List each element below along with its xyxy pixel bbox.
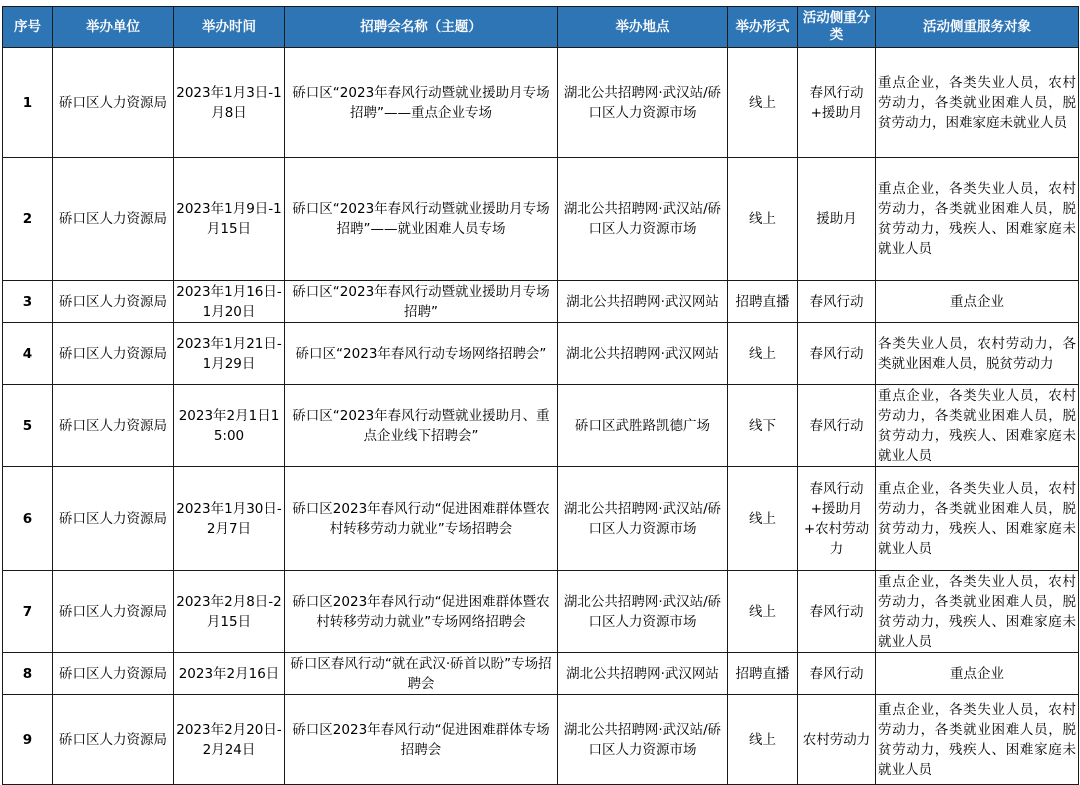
cell-form: 线上 [728,467,798,571]
cell-form: 线上 [728,323,798,385]
cell-form: 线上 [728,695,798,785]
cell-category: 春风行动 [798,653,876,695]
table-row [3,385,1079,467]
header-target: 活动侧重服务对象 [876,7,1079,48]
cell-no: 3 [3,281,53,323]
cell-form: 招聘直播 [728,653,798,695]
cell-org: 硚口区人力资源局 [53,281,174,323]
cell-no: 7 [3,571,53,653]
cell-target: 重点企业，各类失业人员，农村劳动力，各类就业困难人员，脱贫劳动力，残疾人、困难家庭未就业人员 [876,158,1079,281]
cell-name: 硚口区“2023年春风行动暨就业援助月专场招聘” [285,281,558,323]
cell-time: 2023年1月16日-1月20日 [174,281,285,323]
cell-target: 重点企业 [876,653,1079,695]
cell-target: 重点企业，各类失业人员，农村劳动力，各类就业困难人员，脱贫劳动力，残疾人、困难家庭未就业人员 [876,385,1079,467]
cell-place: 湖北公共招聘网·武汉站/硚口区人力资源市场 [558,695,728,785]
cell-time: 2023年2月8日-2月15日 [174,571,285,653]
cell-time: 2023年2月16日 [174,653,285,695]
cell-org: 硚口区人力资源局 [53,695,174,785]
job-fair-table [2,6,1079,785]
cell-form: 招聘直播 [728,281,798,323]
cell-no: 1 [3,48,53,158]
cell-category: 春风行动+援助月+农村劳动力 [798,467,876,571]
cell-place: 湖北公共招聘网·武汉站/硚口区人力资源市场 [558,158,728,281]
cell-time: 2023年1月21日-1月29日 [174,323,285,385]
cell-org: 硚口区人力资源局 [53,323,174,385]
table-row [3,653,1079,695]
cell-name: 硚口区“2023年春风行动专场网络招聘会” [285,323,558,385]
cell-org: 硚口区人力资源局 [53,158,174,281]
cell-org: 硚口区人力资源局 [53,653,174,695]
cell-target: 重点企业，各类失业人员，农村劳动力，各类就业困难人员，脱贫劳动力，残疾人、困难家庭未就业人员 [876,695,1079,785]
cell-target: 重点企业，各类失业人员，农村劳动力，各类就业困难人员，脱贫劳动力，困难家庭未就业人员 [876,48,1079,158]
cell-category: 春风行动 [798,571,876,653]
table-row [3,158,1079,281]
table-row [3,323,1079,385]
table-row [3,571,1079,653]
table-row [3,281,1079,323]
cell-time: 2023年2月20日-2月24日 [174,695,285,785]
cell-place: 湖北公共招聘网·武汉站/硚口区人力资源市场 [558,48,728,158]
cell-place: 湖北公共招聘网·武汉站/硚口区人力资源市场 [558,467,728,571]
cell-target: 重点企业 [876,281,1079,323]
cell-category: 春风行动 [798,323,876,385]
table-row [3,48,1079,158]
cell-form: 线下 [728,385,798,467]
cell-category: 农村劳动力 [798,695,876,785]
cell-time: 2023年1月9日-1月15日 [174,158,285,281]
cell-category: 春风行动+援助月 [798,48,876,158]
header-no: 序号 [3,7,53,48]
cell-place: 湖北公共招聘网·武汉网站 [558,281,728,323]
cell-name: 硚口区2023年春风行动“促进困难群体专场招聘会 [285,695,558,785]
cell-form: 线上 [728,158,798,281]
cell-name: 硚口区“2023年春风行动暨就业援助月专场招聘”——就业困难人员专场 [285,158,558,281]
cell-time: 2023年2月1日15:00 [174,385,285,467]
cell-category: 春风行动 [798,281,876,323]
header-category: 活动侧重分类 [798,7,876,48]
cell-org: 硚口区人力资源局 [53,48,174,158]
cell-place: 硚口区武胜路凯德广场 [558,385,728,467]
cell-time: 2023年1月30日-2月7日 [174,467,285,571]
cell-name: 硚口区“2023年春风行动暨就业援助月、重点企业线下招聘会” [285,385,558,467]
table-row [3,467,1079,571]
cell-place: 湖北公共招聘网·武汉网站 [558,653,728,695]
cell-target: 重点企业，各类失业人员，农村劳动力，各类就业困难人员，脱贫劳动力，残疾人、困难家庭未就业人员 [876,571,1079,653]
cell-no: 2 [3,158,53,281]
cell-name: 硚口区春风行动“就在武汉·硚首以盼”专场招聘会 [285,653,558,695]
cell-time: 2023年1月3日-1月8日 [174,48,285,158]
cell-no: 5 [3,385,53,467]
cell-org: 硚口区人力资源局 [53,385,174,467]
cell-form: 线上 [728,48,798,158]
table-row [3,695,1079,785]
cell-name: 硚口区2023年春风行动“促进困难群体暨农村转移劳动力就业”专场网络招聘会 [285,571,558,653]
cell-category: 春风行动 [798,385,876,467]
cell-form: 线上 [728,571,798,653]
header-row [3,7,1079,48]
cell-org: 硚口区人力资源局 [53,467,174,571]
header-place: 举办地点 [558,7,728,48]
cell-target: 各类失业人员，农村劳动力，各类就业困难人员，脱贫劳动力 [876,323,1079,385]
header-time: 举办时间 [174,7,285,48]
cell-category: 援助月 [798,158,876,281]
cell-place: 湖北公共招聘网·武汉站/硚口区人力资源市场 [558,571,728,653]
cell-name: 硚口区“2023年春风行动暨就业援助月专场招聘”——重点企业专场 [285,48,558,158]
cell-org: 硚口区人力资源局 [53,571,174,653]
header-name: 招聘会名称（主题） [285,7,558,48]
cell-no: 9 [3,695,53,785]
header-org: 举办单位 [53,7,174,48]
cell-no: 4 [3,323,53,385]
cell-no: 8 [3,653,53,695]
header-form: 举办形式 [728,7,798,48]
cell-target: 重点企业，各类失业人员，农村劳动力，各类就业困难人员，脱贫劳动力，残疾人、困难家庭未就业人员 [876,467,1079,571]
cell-place: 湖北公共招聘网·武汉网站 [558,323,728,385]
cell-name: 硚口区2023年春风行动“促进困难群体暨农村转移劳动力就业”专场招聘会 [285,467,558,571]
cell-no: 6 [3,467,53,571]
